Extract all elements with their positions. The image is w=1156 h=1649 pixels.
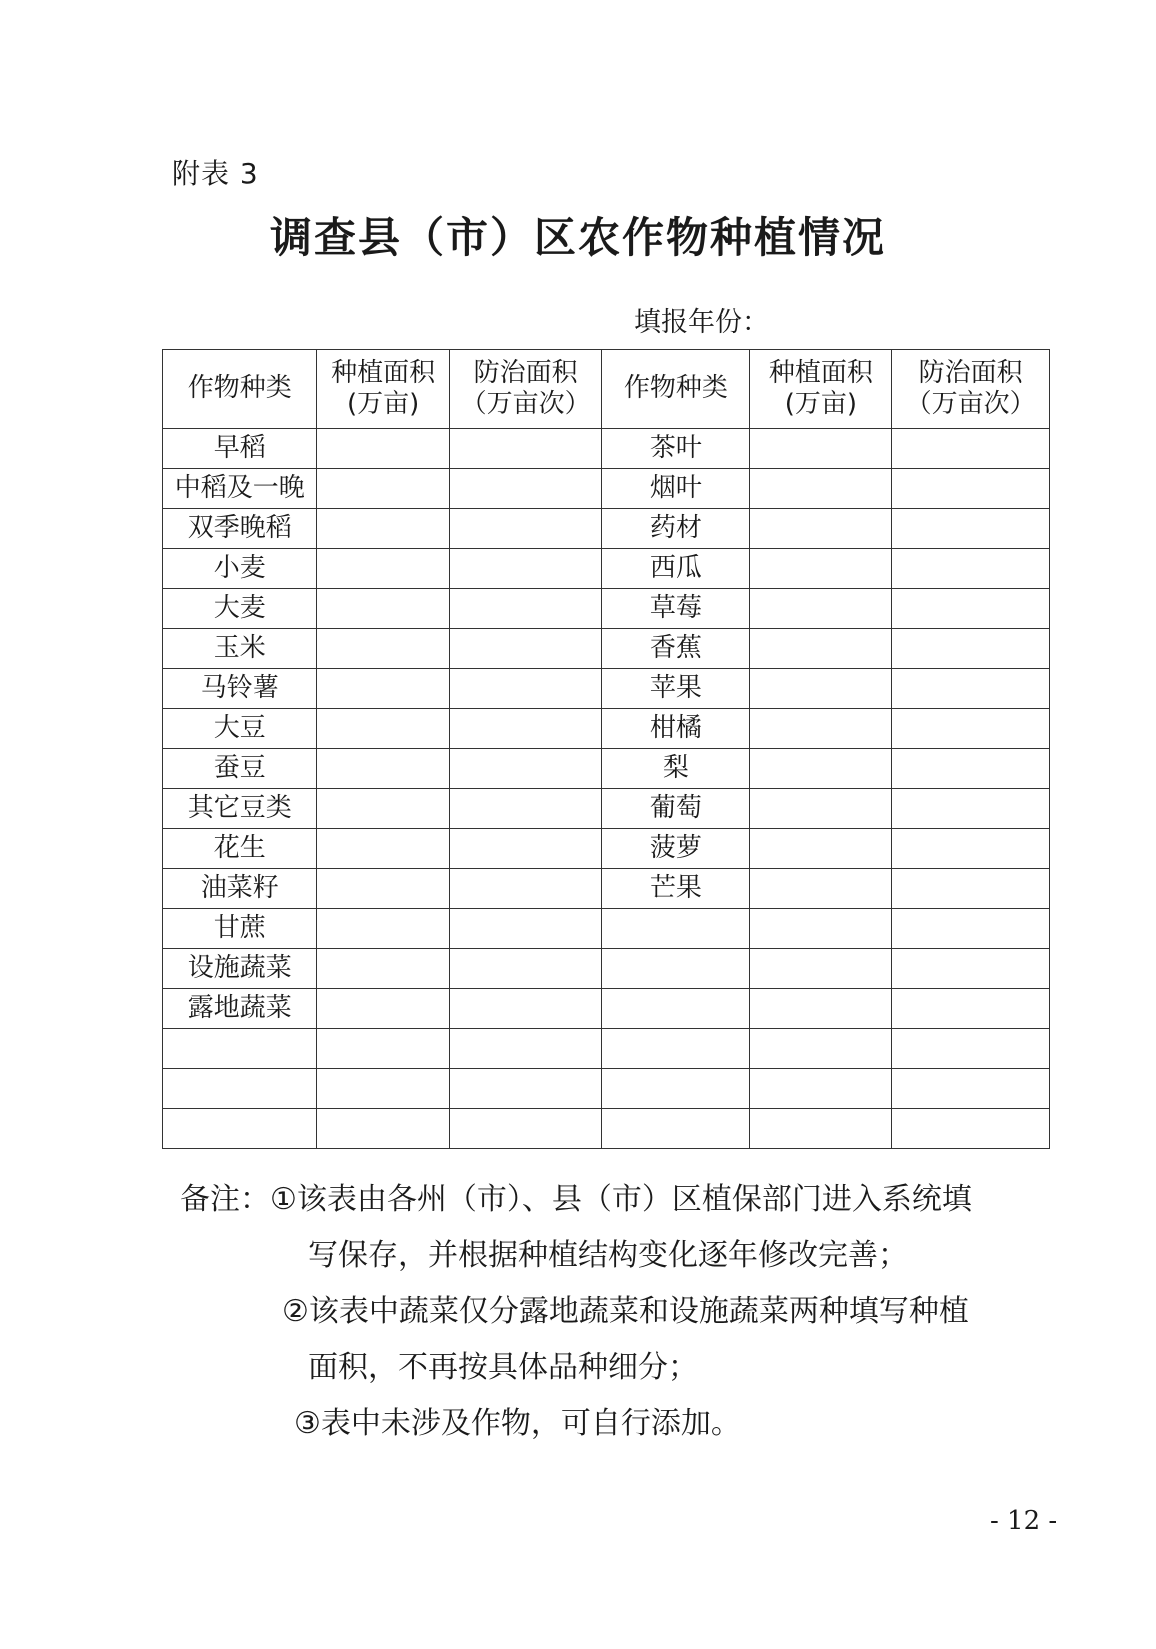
crop-right-cell: 药材 [602,509,750,549]
planting-area-left-cell[interactable] [317,869,449,909]
note-line-5: ③表中未涉及作物，可自行添加。 [294,1406,741,1441]
header-unit: （万亩次） [460,389,591,419]
table-row [163,1029,1050,1069]
control-area-left-cell[interactable] [449,669,601,709]
table-row [163,429,1050,469]
page-number: - 12 - [990,1506,1058,1536]
crop-planting-table [162,349,1050,1149]
crop-right-cell: 烟叶 [602,469,750,509]
crop-left-cell: 露地蔬菜 [163,989,317,1029]
planting-area-left-cell[interactable] [317,949,449,989]
header-crop-type-left [163,350,317,429]
planting-area-left-cell[interactable] [317,789,449,829]
crop-right-cell: 菠萝 [602,829,750,869]
planting-area-right-cell[interactable] [750,829,892,869]
header-unit: （万亩次） [905,389,1036,419]
planting-area-right-cell[interactable] [750,909,892,949]
control-area-right-cell[interactable] [892,869,1050,909]
control-area-right-cell[interactable] [892,629,1050,669]
control-area-right-cell[interactable] [892,429,1050,469]
control-area-right-cell[interactable] [892,829,1050,869]
header-label: 防治面积 [473,357,578,388]
note-line-1: 备注：①该表由各州（市）、县（市）区植保部门进入系统填 [180,1182,972,1217]
planting-area-left-cell[interactable] [317,1069,449,1109]
control-area-left-cell[interactable] [449,509,601,549]
crop-left-cell: 油菜籽 [163,869,317,909]
crop-right-cell: 柑橘 [602,709,750,749]
control-area-left-cell[interactable] [449,869,601,909]
crop-left-cell: 中稻及一晚 [163,469,317,509]
crop-left-cell: 大麦 [163,589,317,629]
control-area-right-cell[interactable] [892,989,1050,1029]
table-row [163,949,1050,989]
crop-right-cell [602,949,750,989]
crop-left-cell: 大豆 [163,709,317,749]
crop-left-cell [163,1109,317,1149]
planting-area-right-cell[interactable] [750,429,892,469]
table-row [163,589,1050,629]
report-year-label: 填报年份： [634,307,769,338]
control-area-right-cell[interactable] [892,549,1050,589]
table-row [163,869,1050,909]
planting-area-right-cell[interactable] [750,629,892,669]
control-area-right-cell[interactable] [892,509,1050,549]
planting-area-left-cell[interactable] [317,1109,449,1149]
control-area-right-cell[interactable] [892,1069,1050,1109]
crop-right-cell [602,1069,750,1109]
planting-area-left-cell[interactable] [317,829,449,869]
planting-area-right-cell[interactable] [750,789,892,829]
control-area-right-cell[interactable] [892,469,1050,509]
crop-left-cell: 马铃薯 [163,669,317,709]
control-area-right-cell[interactable] [892,749,1050,789]
control-area-right-cell[interactable] [892,909,1050,949]
planting-area-left-cell[interactable] [317,469,449,509]
control-area-left-cell[interactable] [449,789,601,829]
header-unit: (万亩) [347,389,420,419]
planting-area-left-cell[interactable] [317,509,449,549]
planting-area-left-cell[interactable] [317,629,449,669]
table-body [163,429,1050,1149]
header-crop-type-right [602,350,750,429]
planting-area-right-cell[interactable] [750,989,892,1029]
crop-right-cell: 香蕉 [602,629,750,669]
header-label: 种植面积 [331,357,436,388]
table-row [163,509,1050,549]
table-row [163,749,1050,789]
crop-left-cell [163,1069,317,1109]
table-row [163,629,1050,669]
header-label: 种植面积 [768,357,873,388]
planting-area-right-cell[interactable] [750,509,892,549]
crop-left-cell: 蚕豆 [163,749,317,789]
control-area-left-cell[interactable] [449,1069,601,1109]
planting-area-right-cell[interactable] [750,749,892,789]
control-area-right-cell[interactable] [892,949,1050,989]
control-area-left-cell[interactable] [449,1109,601,1149]
planting-area-right-cell[interactable] [750,1029,892,1069]
table-row [163,1069,1050,1109]
control-area-left-cell[interactable] [449,429,601,469]
header-unit: (万亩) [784,389,858,419]
planting-area-left-cell[interactable] [317,989,449,1029]
crop-left-cell: 玉米 [163,629,317,669]
document-title: 调查县（市）区农作物种植情况 [269,213,886,262]
planting-area-right-cell[interactable] [750,1109,892,1149]
crop-left-cell: 设施蔬菜 [163,949,317,989]
planting-area-left-cell[interactable] [317,709,449,749]
note-line-3: ②该表中蔬菜仅分露地蔬菜和设施蔬菜两种填写种植 [282,1294,969,1329]
control-area-left-cell[interactable] [449,829,601,869]
note-line-4: 面积，不再按具体品种细分； [308,1350,698,1385]
table-row [163,829,1050,869]
header-label: 作物种类 [187,373,292,404]
crop-left-cell: 花生 [163,829,317,869]
control-area-right-cell[interactable] [892,669,1050,709]
planting-area-right-cell[interactable] [750,669,892,709]
control-area-left-cell[interactable] [449,949,601,989]
crop-right-cell [602,909,750,949]
planting-area-left-cell[interactable] [317,909,449,949]
control-area-left-cell[interactable] [449,549,601,589]
header-planting-area-right [750,350,892,429]
table-row [163,909,1050,949]
planting-area-left-cell[interactable] [317,429,449,469]
header-control-area-right [892,350,1050,429]
crop-left-cell: 其它豆类 [163,789,317,829]
crop-right-cell [602,1029,750,1069]
control-area-right-cell[interactable] [892,1109,1050,1149]
control-area-left-cell[interactable] [449,589,601,629]
planting-area-left-cell[interactable] [317,1029,449,1069]
crop-right-cell: 苹果 [602,669,750,709]
crop-left-cell: 双季晚稻 [163,509,317,549]
crop-right-cell [602,989,750,1029]
header-label: 防治面积 [918,357,1023,388]
crop-left-cell: 早稻 [163,429,317,469]
control-area-right-cell[interactable] [892,1029,1050,1069]
crop-left-cell: 甘蔗 [163,909,317,949]
notes-section [180,1172,1060,1452]
crop-left-cell [163,1029,317,1069]
table-row [163,989,1050,1029]
note-line-2: 写保存，并根据种植结构变化逐年修改完善； [308,1238,908,1273]
crop-right-cell: 芒果 [602,869,750,909]
table-row [163,789,1050,829]
table-row [163,469,1050,509]
control-area-right-cell[interactable] [892,589,1050,629]
control-area-left-cell[interactable] [449,709,601,749]
header-planting-area-left [317,350,449,429]
planting-area-right-cell[interactable] [750,469,892,509]
control-area-left-cell[interactable] [449,909,601,949]
planting-area-left-cell[interactable] [317,749,449,789]
planting-area-right-cell[interactable] [750,589,892,629]
table-header-row [163,350,1050,429]
planting-area-left-cell[interactable] [317,669,449,709]
table-row [163,549,1050,589]
control-area-left-cell[interactable] [449,989,601,1029]
control-area-right-cell[interactable] [892,709,1050,749]
table-row [163,709,1050,749]
table-row [163,669,1050,709]
planting-area-right-cell[interactable] [750,949,892,989]
table-row [163,1109,1050,1149]
header-control-area-left [449,350,601,429]
control-area-left-cell[interactable] [449,629,601,669]
planting-area-right-cell[interactable] [750,709,892,749]
planting-area-right-cell[interactable] [750,549,892,589]
control-area-left-cell[interactable] [449,749,601,789]
control-area-right-cell[interactable] [892,789,1050,829]
planting-area-right-cell[interactable] [750,1069,892,1109]
crop-right-cell: 梨 [602,749,750,789]
header-label: 作物种类 [623,373,728,404]
crop-right-cell: 西瓜 [602,549,750,589]
planting-area-right-cell[interactable] [750,869,892,909]
crop-right-cell: 葡萄 [602,789,750,829]
control-area-left-cell[interactable] [449,1029,601,1069]
control-area-left-cell[interactable] [449,469,601,509]
crop-right-cell: 草莓 [602,589,750,629]
planting-area-left-cell[interactable] [317,549,449,589]
attachment-label: 附表 3 [172,157,259,190]
crop-right-cell: 茶叶 [602,429,750,469]
planting-area-left-cell[interactable] [317,589,449,629]
crop-right-cell [602,1109,750,1149]
crop-left-cell: 小麦 [163,549,317,589]
